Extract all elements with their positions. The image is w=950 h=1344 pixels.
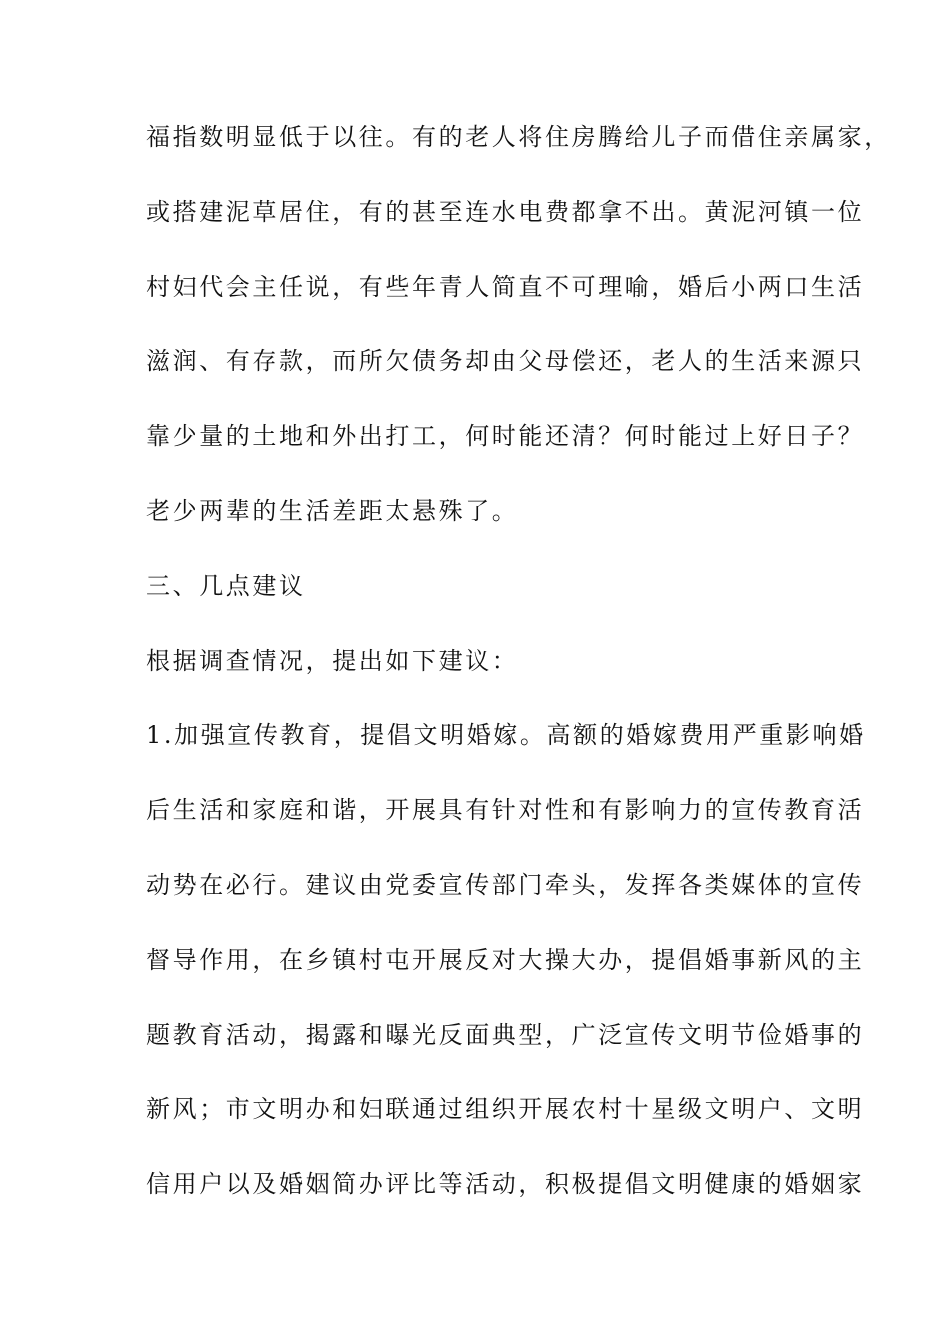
text-line: 滋润、有存款，而所欠债务却由父母偿还，老人的生活来源只 [146, 347, 865, 376]
text-line: 信用户以及婚姻简办评比等活动，积极提倡文明健康的婚姻家 [146, 1170, 865, 1199]
text-line: 动势在必行。建议由党委宣传部门牵头，发挥各类媒体的宣传 [146, 870, 865, 899]
text-line: 1.加强宣传教育，提倡文明婚嫁。高额的婚嫁费用严重影响婚 [146, 721, 866, 750]
text-line: 根据调查情况，提出如下建议： [146, 646, 519, 675]
document-body [146, 112, 891, 1234]
text-line: 靠少量的土地和外出打工，何时能还清？何时能过上好日子？ [146, 422, 865, 451]
text-line: 或搭建泥草居住，有的甚至连水电费都拿不出。黄泥河镇一位 [146, 197, 865, 226]
section-heading: 三、几点建议 [146, 571, 306, 600]
text-line: 福指数明显低于以往。有的老人将住房腾给儿子而借住亲属家， [146, 123, 891, 151]
text-line: 题教育活动，揭露和曝光反面典型，广泛宣传文明节俭婚事的 [146, 1020, 865, 1049]
text-line: 村妇代会主任说，有些年青人简直不可理喻，婚后小两口生活 [146, 272, 865, 301]
text-line: 老少两辈的生活差距太悬殊了。 [146, 496, 519, 525]
text-line: 督导作用，在乡镇村屯开展反对大操大办，提倡婚事新风的主 [146, 945, 865, 974]
text-line: 后生活和家庭和谐，开展具有针对性和有影响力的宣传教育活 [146, 796, 865, 825]
text-line: 新风；市文明办和妇联通过组织开展农村十星级文明户、文明 [146, 1095, 865, 1124]
